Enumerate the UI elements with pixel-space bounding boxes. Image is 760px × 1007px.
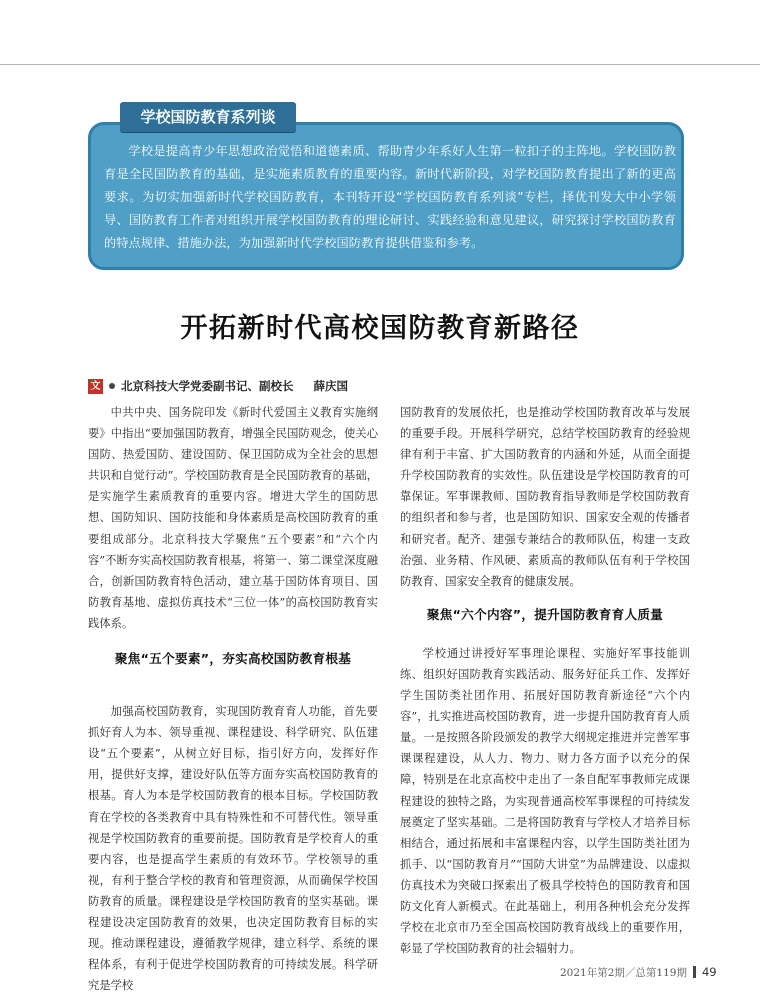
page-footer	[560, 964, 717, 980]
issue-info: 2021年第2期／总第119期	[560, 966, 687, 979]
byline	[88, 378, 348, 394]
header-rule	[0, 64, 760, 65]
right-column	[400, 402, 690, 959]
section-heading-1: 聚焦“五个要素”，夯实高校国防教育根基	[114, 651, 352, 667]
byline-mark: 文	[88, 379, 103, 394]
series-intro-text: 学校是提高青少年思想政治觉悟和道德素质、帮助青少年系好人生第一粒扣子的主阵地。学校国防教育是全民国防教育的基础，是实施素质教育的重要内容。新时代新阶段，对学校国防教育提出了新的更高要求。为切实加强新时代学校国防教育，本刊特开设“学校国防教育系列谈”专栏，择优刊发大中小学领导、国防教育工作者对组织开展学校国防教育的理论研讨、实践经验和意见建议，研究探讨学校国防教育的特点规律、措施办法，为加强新时代学校国防教育提供借鉴和参考。	[104, 144, 676, 250]
author-name: 薛庆国	[313, 379, 348, 393]
footer-divider	[693, 966, 696, 978]
author-unit: 北京科技大学党委副书记、副校长	[121, 379, 294, 393]
left-column	[88, 402, 378, 996]
left-paragraph-1: 中共中央、国务院印发《新时代爱国主义教育实施纲要》中指出“要加强国防教育，增强全民国防观念，使关心国防、热爱国防、建设国防、保卫国防成为全社会的思想共识和自觉行动”。学校国防教育是全民国防教育的基础，是实施学生素质教育的重要内容。增进大学生的国防思想、国防知识、国防技能和身体素质是高校国防教育的重要组成部分。北京科技大学聚焦“五个要素”和“六个内容”不断夯实高校国防教育根基，将第一、第二课堂深度融合，创新国防教育特色活动，建立基于国防体育项目、国防教育基地、虚拟仿真技术“三位一体”的高校国防教育实践体系。	[88, 406, 378, 630]
byline-bullet-icon	[109, 383, 115, 389]
page-number: 49	[701, 965, 717, 979]
series-column-tab: 学校国防教育系列谈	[120, 102, 296, 132]
right-paragraph-1: 国防教育的发展依托，也是推动学校国防教育改革与发展的重要手段。开展科学研究，总结学校国防教育的经验规律有利于丰富、扩大国防教育的内涵和外延，从而全面提升学校国防教育的实效性。队伍建设是学校国防教育的可靠保证。军事课教师、国防教育指导教师是学校国防教育的组织者和参与者，也是国防知识、国家安全观的传播者和研究者。配齐、建强专兼结合的教师队伍，构建一支政治强、业务精、作风硬、素质高的教师队伍有利于学校国防教育、国家安全教育的健康发展。	[400, 406, 690, 588]
section-heading-2: 聚焦“六个内容”，提升国防教育育人质量	[426, 606, 664, 622]
right-paragraph-2: 学校通过讲授好军事理论课程、实施好军事技能训练、组织好国防教育实践活动、服务好征兵工作、发挥好学生国防类社团作用、拓展好国防教育新途径“六个内容”，扎实推进高校国防教育，进一步提升国防教育育人质量。一是按照各阶段颁发的教学大纲规定推进并完善军事课课程建设，从人力、物力、财力各方面予以充分的保障，特别是在北京高校中走出了一条自配军事教师完成课程建设的独特之路，为实现普通高校军事课程的可持续发展奠定了坚实基础。二是将国防教育与学校人才培养目标相结合，通过拓展和丰富课程内容，以学生国防类社团为抓手、以“国防教育月”“国防大讲堂”为品牌建设、以虚拟仿真技术为突破口探索出了极具学校特色的国防教育和国防文化育人新模式。在此基础上，利用各种机会充分发挥学校在北京市乃至全国高校国防教育战线上的重要作用，彰显了学校国防教育的社会辐射力。	[400, 646, 690, 956]
left-paragraph-2: 加强高校国防教育，实现国防教育育人功能，首先要抓好育人为本、领导重视、课程建设、科学研究、队伍建设“五个要素”，从树立好目标，指引好方向，发挥好作用，提供好支撑，建设好队伍等方面夯实高校国防教育的根基。育人为本是学校国防教育的根本目标。学校国防教育在学校的各类教育中具有特殊性和不可替代性。领导重视是学校国防教育的重要前提。国防教育是学校育人的重要内容，也是提高学生素质的有效环节。学校领导的重视，有利于整合学校的教育和管理资源，从而确保学校国防教育的质量。课程建设是学校国防教育的坚实基础。课程建设决定国防教育的效果，也决定国防教育目标的实现。推动课程建设，遵循教学规律，建立科学、系统的课程体系，有利于促进学校国防教育的可持续发展。科学研究是学校	[88, 705, 378, 993]
article-title: 开拓新时代高校国防教育新路径	[180, 313, 580, 344]
